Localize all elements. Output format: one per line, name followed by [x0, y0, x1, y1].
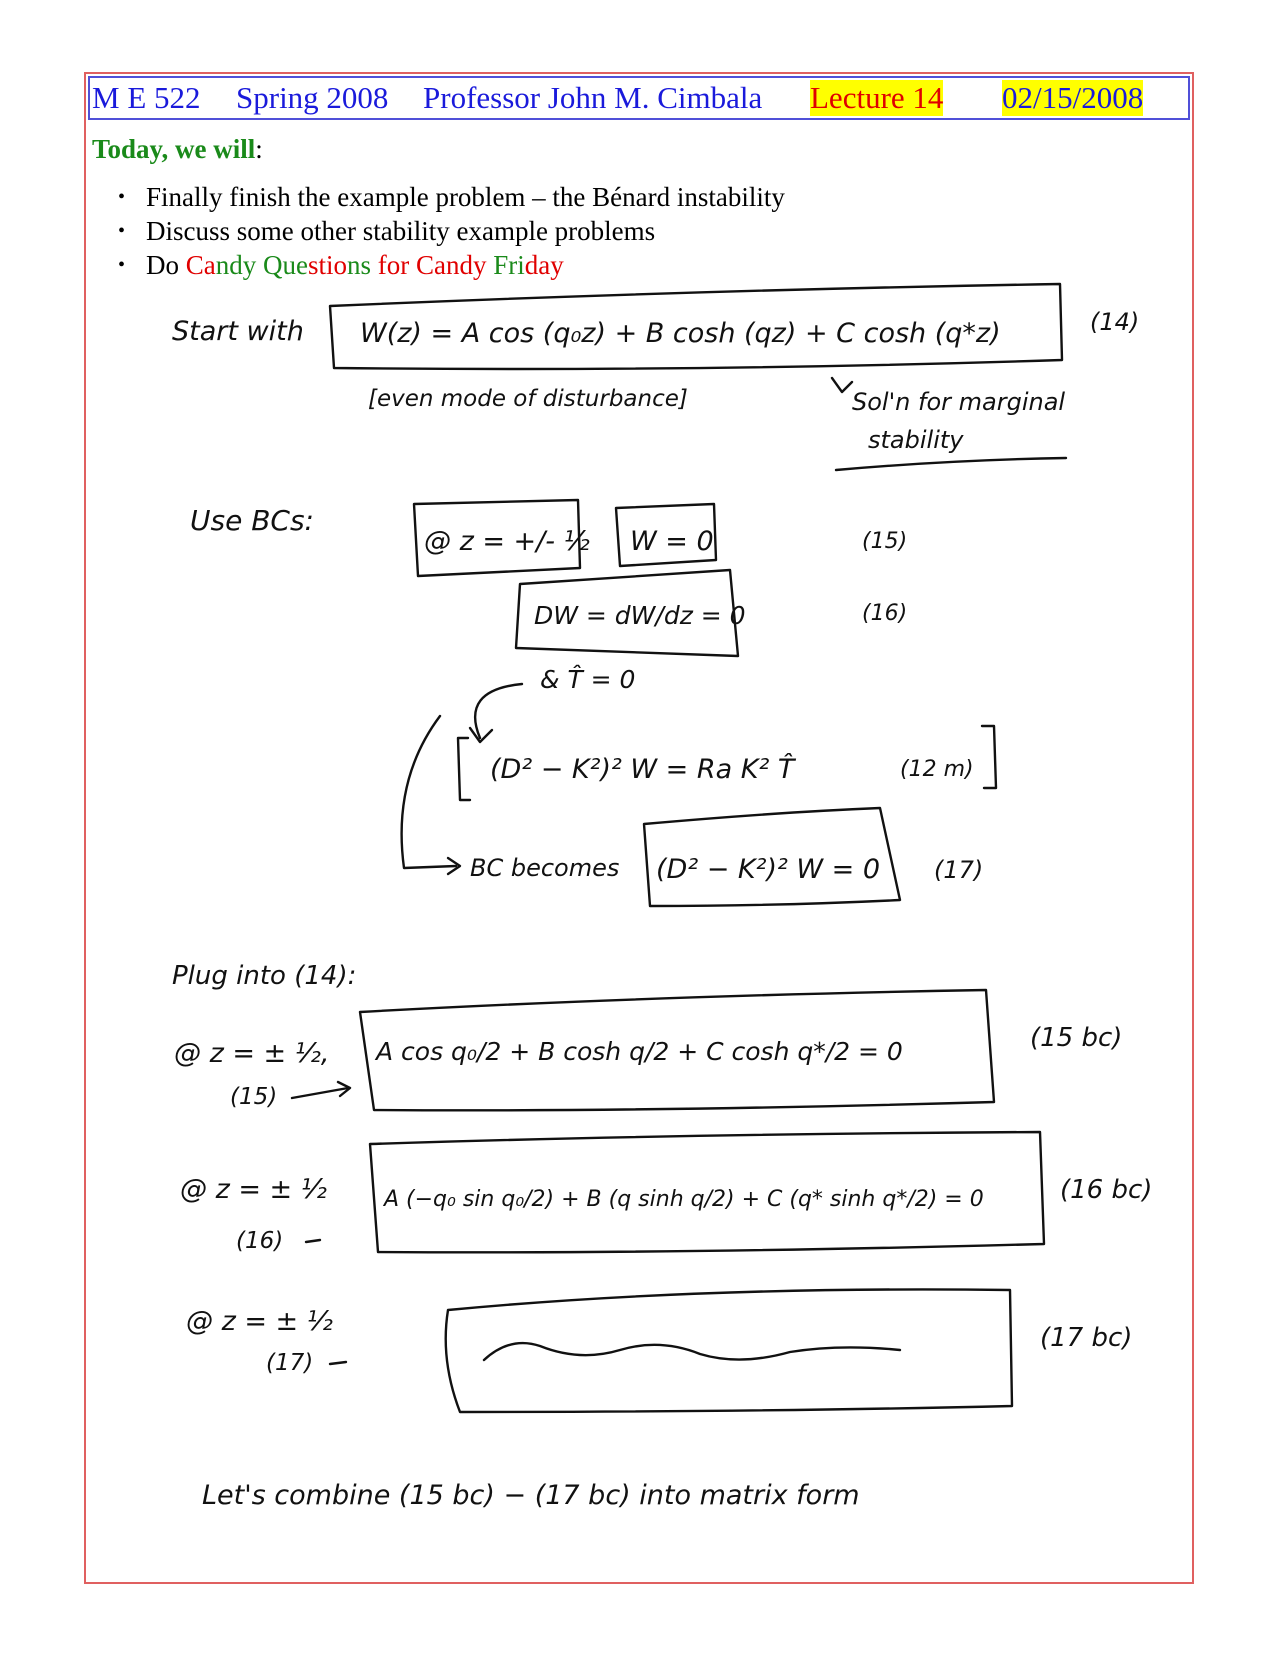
bc-becomes-text: BC becomes: [470, 854, 620, 882]
eq12m-number: (12 m): [900, 757, 974, 782]
bc17-number: (17): [934, 856, 984, 884]
use-bcs-text: Use BCs:: [190, 504, 314, 537]
bc17-text: (D² − K²)² W = 0: [656, 854, 881, 885]
candy-word: Candy: [409, 250, 487, 280]
curved-arrow: [475, 684, 522, 738]
candy-word: Que: [256, 250, 308, 280]
candy-word: day: [524, 250, 564, 280]
agenda-item-text: Finally finish the example problem – the Bénard instability: [146, 182, 785, 212]
at-z-15-text: @ z = ± ½,: [174, 1038, 330, 1069]
at-z-17-text: @ z = ± ½: [186, 1306, 333, 1337]
eq17bc-squiggle: [484, 1343, 900, 1360]
today-label: Today, we will: [92, 134, 256, 164]
t-hat-condition: & T̂ = 0: [540, 665, 636, 694]
today-colon: :: [255, 134, 263, 164]
bc-becomes-arrow: [402, 716, 456, 868]
agenda-item-text: Discuss some other stability example problems: [146, 216, 656, 246]
bc-at-text: @ z = +/- ½: [424, 526, 590, 557]
lecture-date: 02/15/2008: [1002, 80, 1144, 115]
term: Spring 2008: [236, 80, 389, 115]
curved-arrow-head: [470, 728, 492, 742]
agenda-item-text: Do: [146, 250, 186, 280]
stability-underline: [836, 458, 1066, 470]
course-number: M E 522: [92, 80, 201, 115]
bc-w-text: W = 0: [630, 526, 714, 557]
ref17-arrow: [330, 1362, 346, 1364]
bc15-number: (15): [862, 529, 908, 554]
eq17bc-number: (17 bc): [1040, 1323, 1133, 1353]
candy-word: for: [371, 250, 410, 280]
plug-into-text: Plug into (14):: [172, 961, 357, 991]
at-z-16-text: @ z = ± ½: [180, 1174, 327, 1205]
bc16-number: (16): [862, 601, 908, 626]
eq14-number: (14): [1090, 308, 1140, 336]
soln-text-line2: stability: [868, 426, 964, 454]
professor: Professor John M. Cimbala: [423, 80, 763, 115]
bc-dw-text: DW = dW/dz = 0: [534, 601, 746, 630]
eq15bc-number: (15 bc): [1030, 1023, 1123, 1053]
lecture-number: Lecture 14: [810, 80, 944, 115]
ref15-text: (15): [230, 1084, 278, 1110]
candy-word: ns: [347, 250, 372, 280]
eq16bc-text: A (−q₀ sin q₀/2) + B (q sinh q/2) + C (q* sinh q*/2) = 0: [384, 1187, 984, 1212]
eq12m-text: (D² − K²)² W = Ra K² T̂: [490, 754, 795, 785]
candy-word: stio: [307, 250, 347, 280]
ref17-text: (17): [266, 1350, 314, 1376]
start-with-text: Start with: [172, 316, 304, 347]
eq17bc-box: [446, 1289, 1012, 1412]
eq15bc-text: A cos q₀/2 + B cosh q/2 + C cosh q*/2 = 0: [376, 1037, 903, 1066]
soln-text-line1: Sol'n for marginal: [852, 388, 1066, 416]
eq16bc-number: (16 bc): [1060, 1175, 1153, 1205]
combine-text: Let's combine (15 bc) − (17 bc) into matrix form: [202, 1480, 860, 1511]
candy-word: Ca: [185, 250, 216, 280]
ref16-text: (16): [236, 1228, 284, 1254]
eq12m-right-bracket: [982, 726, 996, 788]
eq14-text: W(z) = A cos (q₀z) + B cosh (qz) + C cosh (q*z): [360, 318, 1001, 349]
eq12m-left-bracket: [458, 738, 470, 800]
candy-word: ndy: [215, 250, 257, 280]
even-mode-text: [even mode of disturbance]: [368, 386, 688, 412]
ref16-arrow: [306, 1240, 320, 1242]
soln-arrow: [832, 378, 852, 392]
candy-word: Fri: [486, 250, 525, 280]
